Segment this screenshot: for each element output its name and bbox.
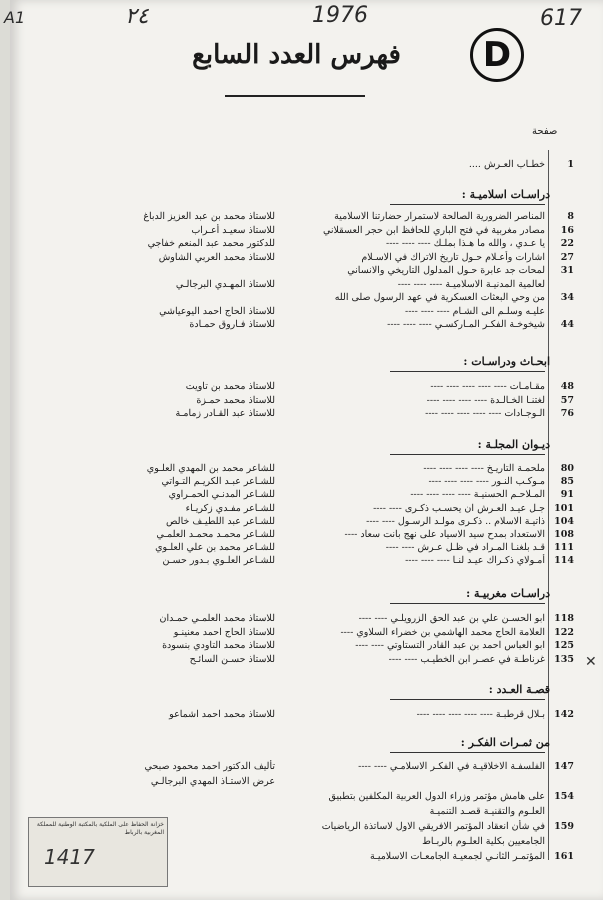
toc-title: شيخوخـة الفكـر المـاركسـي ---- ---- ---- <box>387 319 545 330</box>
toc-page-number: 101 <box>554 502 574 514</box>
toc-author: للاستاذ حسـن السائـح <box>189 653 275 665</box>
toc-title: ملحمـة التاريـخ ---- ---- ---- ---- <box>423 463 545 474</box>
toc-page-number: 34 <box>560 292 574 303</box>
toc-entry <box>0 708 593 721</box>
toc-page-number: 114 <box>554 555 574 567</box>
toc-title: على هامش مؤتمر وزراء الدول العربية المكلفين بتطبيق <box>328 791 545 802</box>
toc-entry <box>0 775 593 788</box>
toc-entry <box>0 158 593 171</box>
toc-page-number: 135 <box>554 653 574 665</box>
handwritten-code: ٢٤ <box>125 4 149 29</box>
section-heading: ديـوان المجلـة : <box>477 438 550 451</box>
section-heading: ابحـاث ودراسـات : <box>463 355 550 368</box>
toc-entry <box>0 237 593 250</box>
toc-entry <box>0 790 593 803</box>
toc-author: للاستاذ عبد القـادر زمامـة <box>175 408 275 419</box>
toc-entry <box>0 210 593 223</box>
toc-page-number: 111 <box>554 542 574 554</box>
toc-page-number: 80 <box>560 463 574 474</box>
section-heading: دراسـات اسلاميـة : <box>461 188 550 201</box>
toc-page-number: 125 <box>554 640 574 651</box>
title-underline <box>225 95 365 97</box>
toc-page-number: 108 <box>554 529 574 540</box>
toc-entry <box>0 612 593 625</box>
toc-author: للاستاذ المهـدي البرجالـي <box>175 278 275 290</box>
toc-page-number: 142 <box>554 709 574 720</box>
handwritten-year: 1976 <box>312 3 368 28</box>
toc-author: للاستاذ محمد احمد اشماعو <box>169 709 275 720</box>
handwritten-left-mark: A1 <box>4 8 26 27</box>
toc-entry <box>0 407 593 420</box>
toc-entry <box>0 626 593 639</box>
toc-page-number: 76 <box>560 408 574 419</box>
toc-entry <box>0 462 593 475</box>
toc-author: للشـاعر محمـد محمـد العلمـي <box>156 529 275 540</box>
toc-page-number: 48 <box>560 381 574 392</box>
toc-entry <box>0 515 593 528</box>
toc-page-number: 16 <box>560 224 574 236</box>
toc-author: للاستاذ الحاج احمد اليوعياشي <box>159 305 275 317</box>
toc-author: للاستاذ محمد بن تاويت <box>185 381 275 392</box>
toc-page-number: 1 <box>567 159 574 170</box>
toc-title: مـوكـب النـور ---- ---- ---- ---- <box>428 476 545 488</box>
toc-title: الاستعداد بمدح سيد الاسياد على نهج بانت سعاد ---- <box>344 529 545 540</box>
section-heading-rule <box>390 204 545 205</box>
section-heading-rule <box>390 371 545 372</box>
toc-title: ذاتيـة الاسلام .. ذكـرى مولـد الرسـول ---- ---- <box>366 515 545 527</box>
toc-entry <box>0 639 593 652</box>
toc-author: للشـاعر محمد بن علي العلـوي <box>155 542 275 554</box>
toc-page-number: 22 <box>560 238 574 249</box>
section-heading: قصـة العـدد : <box>488 683 550 696</box>
toc-author: للشـاعر عبـد الكريـم التـواتي <box>161 476 275 488</box>
page-column-label: صفحة <box>532 126 558 137</box>
toc-title: أمـولاي ذكـراك عيـد لنـا ---- ---- ---- <box>405 555 545 567</box>
toc-author: عرض الاستـاذ المهدي البرجالـي <box>150 776 275 787</box>
toc-entry <box>0 528 593 541</box>
toc-page-number: 147 <box>554 761 574 772</box>
publication-logo: D <box>470 28 524 82</box>
toc-title: جـل عيـد العـرش ان يحسـب ذكـرى ---- ---- <box>373 502 545 514</box>
toc-entry <box>0 224 593 237</box>
toc-entry <box>0 488 593 501</box>
toc-title: اشارات وأعـلام حـول تاريخ الاتراك في الاسـلام <box>361 251 545 263</box>
check-mark: ✕ <box>585 654 597 670</box>
toc-author: للاستاذ الحاج احمد معنينـو <box>173 626 275 638</box>
toc-entry <box>0 318 593 331</box>
toc-title: خطـاب العـرش .... <box>468 159 545 170</box>
toc-entry <box>0 554 593 567</box>
toc-author: للاستاذ محمد بن عبد العزيز الدباغ <box>143 211 275 222</box>
toc-title: المناصر الضرورية الصالحة لاستمرار حضارتنا الاسلامية <box>334 211 545 222</box>
toc-author: للدكتور محمد عبد المنعم خفاجي <box>147 238 275 249</box>
toc-title: عليـه وسلـم الى الشـام ---- ---- ---- <box>404 305 545 317</box>
toc-author: للشـاعر العلـوي بـدور حسـن <box>162 555 275 567</box>
toc-page-number: 161 <box>554 851 574 862</box>
toc-entry <box>0 264 593 277</box>
toc-page-number: 159 <box>554 821 574 832</box>
toc-author: للشـاعر مفـدي زكريـاء <box>185 502 275 514</box>
toc-page-number: 85 <box>560 476 574 488</box>
toc-title: الفلسفـة الاخلاقيـة في الفكـر الاسلامـي ---- ---- <box>358 761 545 772</box>
toc-entry <box>0 278 593 291</box>
toc-author: للاستاذ محمد العربي الشاوش <box>158 251 275 263</box>
toc-entry <box>0 475 593 488</box>
toc-page-number: 31 <box>560 265 574 276</box>
toc-title: الـوجـادات ---- ---- ---- ---- ---- <box>425 408 545 419</box>
toc-page-number: 122 <box>554 626 574 638</box>
toc-page-number: 118 <box>554 613 574 624</box>
toc-title: العلـوم والتقنيـة قصـد التنميـة <box>429 806 545 817</box>
page-title: فهرس العدد السابع <box>192 40 401 70</box>
toc-title: ابو الحسـن علي بن عبد الحق الزرويلـي ---- ---- <box>358 613 545 624</box>
toc-author: للشـاعر المدنـي الحمـراوي <box>168 489 275 501</box>
toc-author: للشاعر محمد بن المهدي العلـوي <box>146 463 275 474</box>
section-heading-rule <box>390 454 545 455</box>
toc-page-number: 154 <box>554 791 574 802</box>
section-heading-rule <box>390 699 545 700</box>
toc-title: المؤتمـر الثانـي لجمعيـة الجامعـات الاسلاميـة <box>369 851 545 862</box>
stamp-handwritten-number: 1417 <box>44 845 95 869</box>
toc-entry <box>0 291 593 304</box>
toc-entry <box>0 305 593 318</box>
toc-page-number: 104 <box>554 515 574 527</box>
toc-author: للاستاذ سعيـد أعـراب <box>191 224 275 236</box>
section-heading-rule <box>390 752 545 753</box>
toc-page-number: 27 <box>560 251 574 263</box>
toc-author: للاستاذ محمد التاودي بنسودة <box>162 640 275 651</box>
toc-title: من وحي البعثات العسكرية في عهد الرسول صلى الله <box>334 292 545 303</box>
toc-author: تأليف الدكتور احمد محمود صبحي <box>144 761 275 772</box>
toc-entry <box>0 760 593 773</box>
toc-title: قـد بلغنـا المـراد في ظـل عـرش ---- ---- <box>385 542 545 554</box>
toc-title: بـلال قرطبـة ---- ---- ---- ---- ---- <box>416 709 545 720</box>
toc-page-number: 8 <box>567 211 574 222</box>
toc-title: يا عـدي ، والله ما هـذا بملـك ---- ---- ---- <box>385 238 545 249</box>
section-heading: دراسـات مغربيـة : <box>466 587 550 600</box>
toc-title: لغتنـا الخـالـدة ---- ---- ---- ---- <box>426 394 545 406</box>
toc-title: المـلاحـم الحسنيـة ---- ---- ---- ---- <box>410 489 545 501</box>
toc-author: للاستاذ فـاروق حمـادة <box>189 319 275 330</box>
toc-title: لمحات جد عابرة حـول المدلول التاريخي والانساني <box>347 265 545 276</box>
toc-title: لعالمية المدنيـة الاسلاميـة ---- ---- ---- <box>397 278 545 290</box>
toc-entry <box>0 653 593 666</box>
toc-entry <box>0 380 593 393</box>
toc-title: في شأن انعقاد المؤتمر الافريقي الاول لاساتذة الرياضيات <box>321 821 545 832</box>
toc-title: الجامعيين بكلية العلـوم بالربـاط <box>422 836 545 847</box>
toc-entry <box>0 394 593 407</box>
toc-title: مقـامـات ---- ---- ---- ---- ---- <box>430 381 545 392</box>
toc-entry <box>0 502 593 515</box>
toc-author: للشـاعر عبد اللطيـف خالص <box>166 515 275 527</box>
toc-title: مصادر مغربية في فتح الباري للحافظ ابن حجر العسقلاني <box>322 224 545 236</box>
section-heading: من ثمـرات الفكـر : <box>460 736 550 749</box>
toc-author: للاستاذ محمد العلمـي حمـدان <box>159 613 275 624</box>
toc-title: غرناطـة في عصـر ابن الخطيـب ---- ---- <box>388 653 545 665</box>
toc-page-number: 57 <box>560 394 574 406</box>
toc-title: العلامة الحاج محمد الهاشمي بن خضراء السلاوي ---- <box>340 626 545 638</box>
toc-title: ابو العباس احمد بن عبد القادر التستاوتي ---- ---- <box>355 640 545 651</box>
toc-page-number: 91 <box>560 489 574 501</box>
toc-author: للاستاذ محمد حمـزة <box>196 394 275 406</box>
toc-entry <box>0 541 593 554</box>
toc-entry <box>0 251 593 264</box>
toc-page-number: 44 <box>560 319 574 330</box>
section-heading-rule <box>390 603 545 604</box>
handwritten-number: 617 <box>540 6 582 31</box>
library-stamp: خزانة الحفاظ على الملكية بالمكتبة الوطنية للمملكة المغربية بالرباط <box>28 817 168 887</box>
